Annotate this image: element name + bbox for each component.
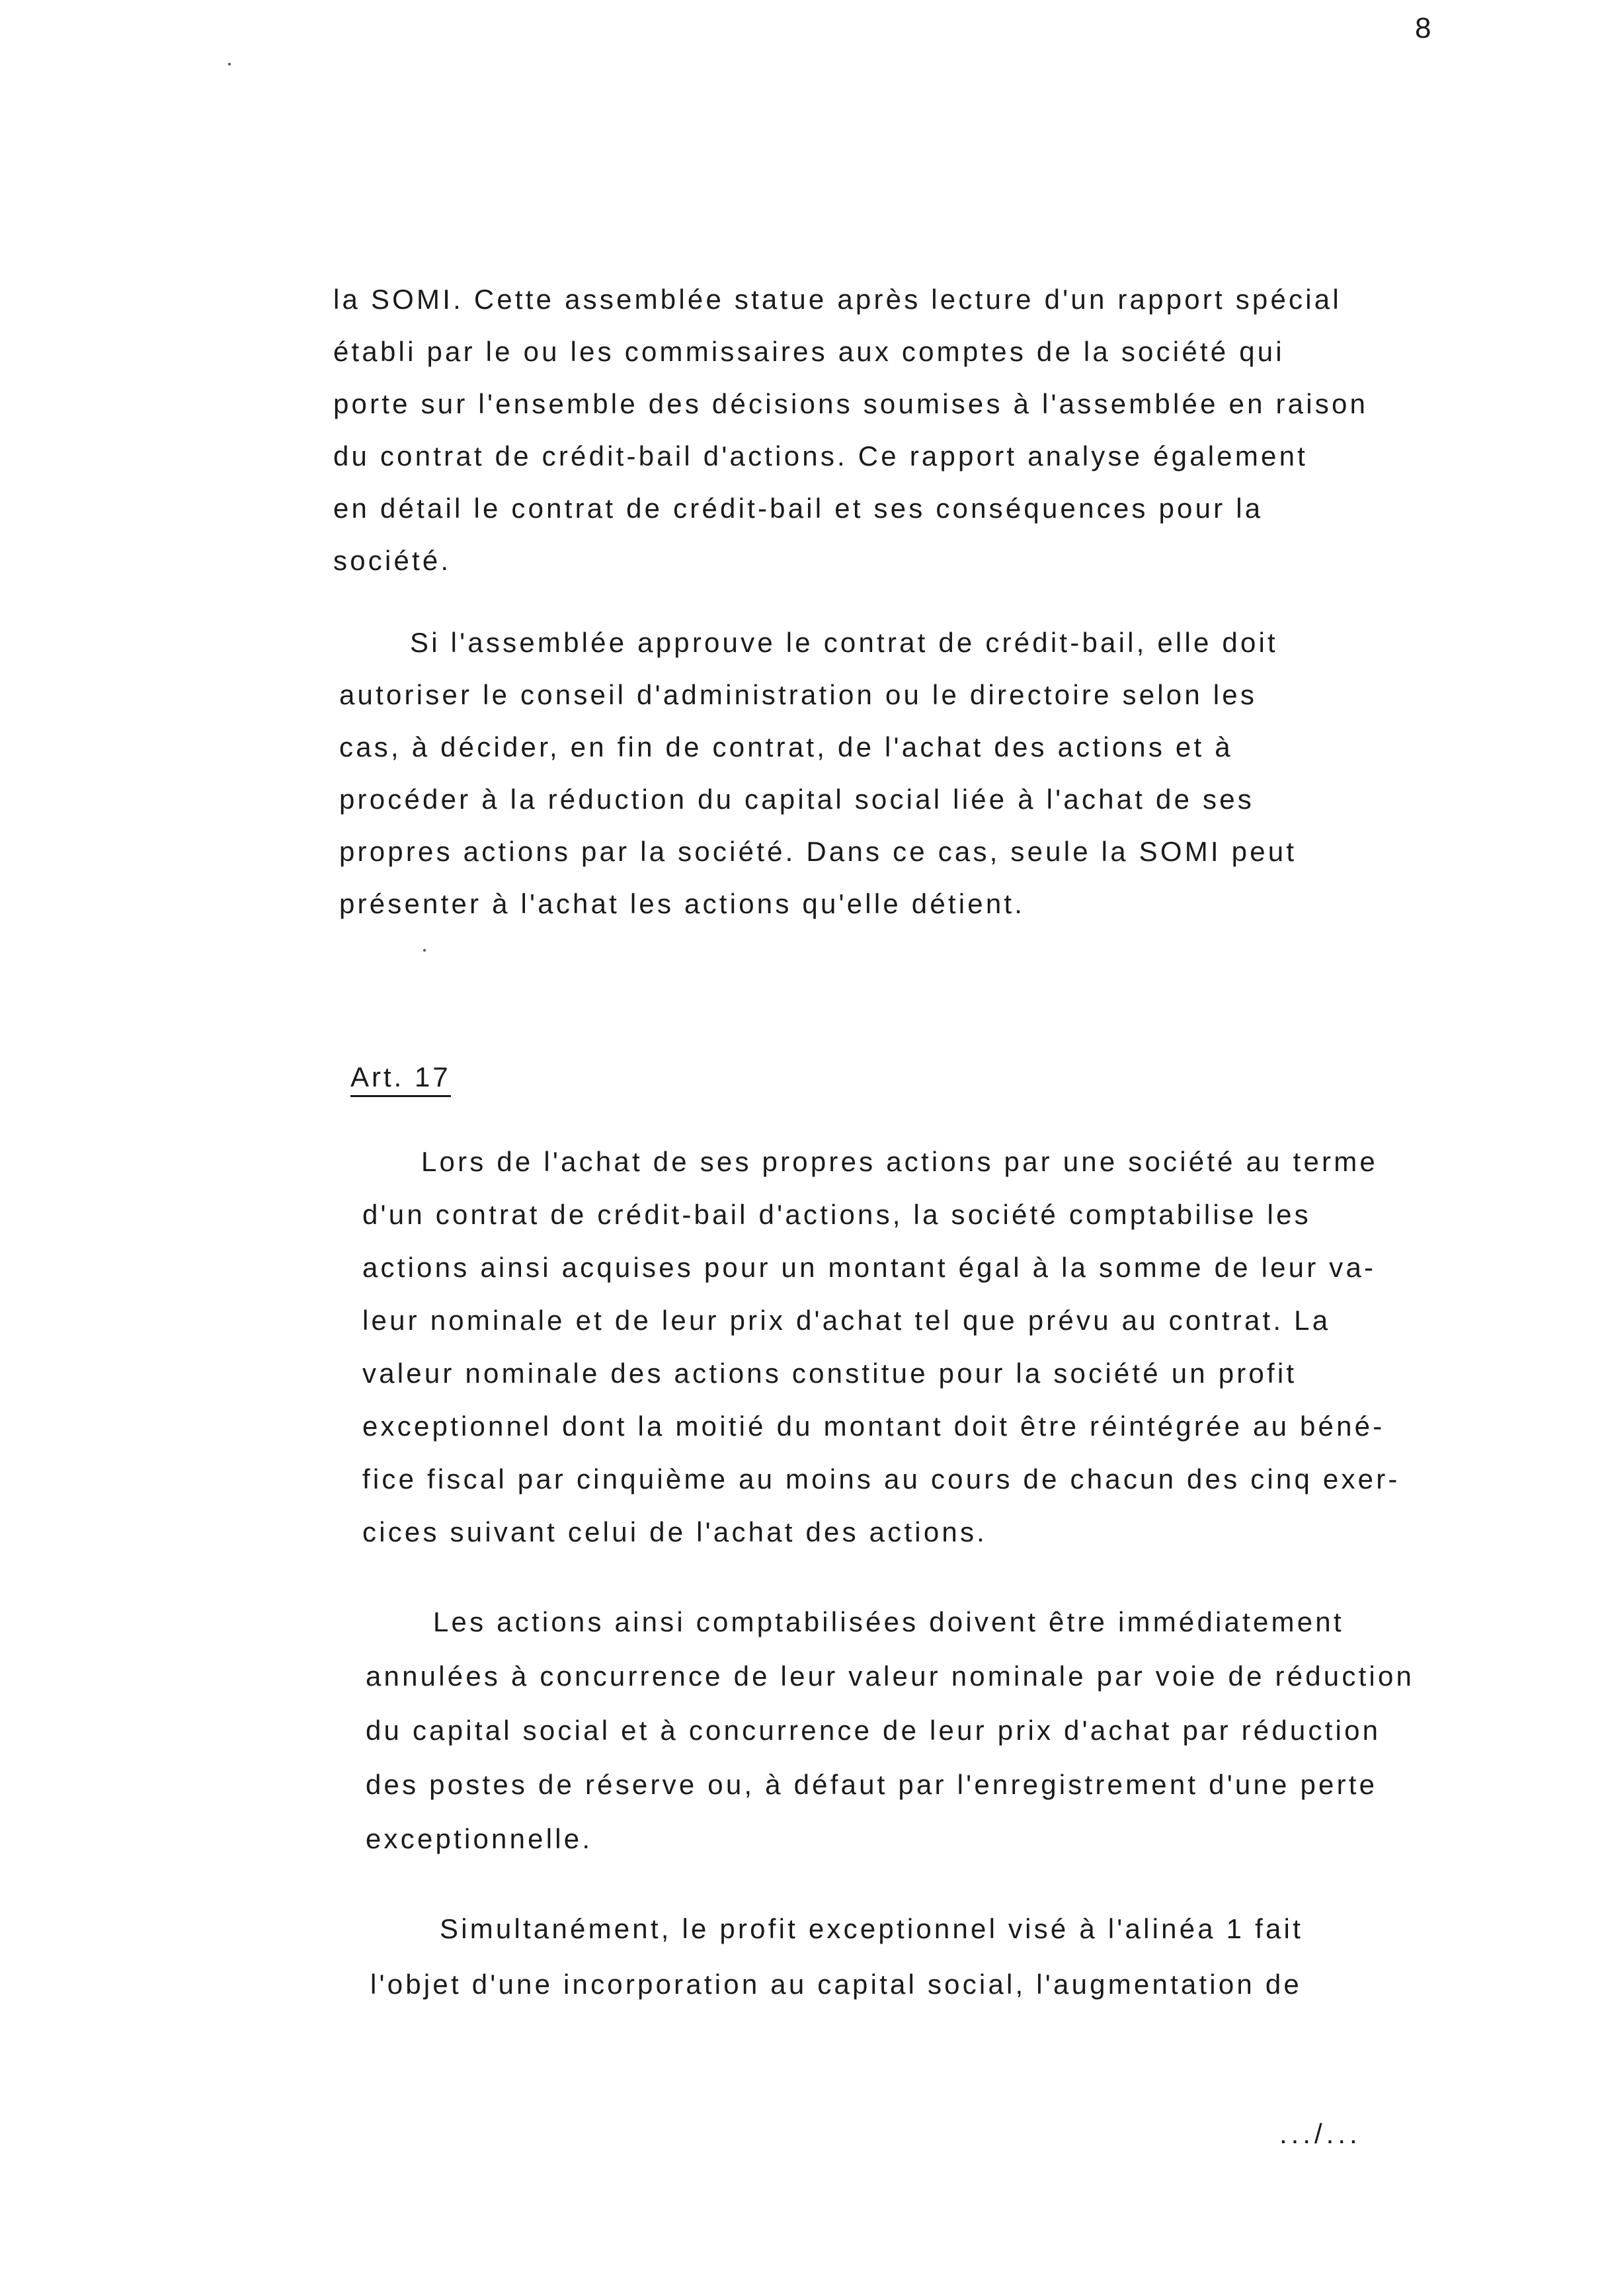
paragraph-3-line: leur nominale et de leur prix d'achat tel que prévu au contrat. La xyxy=(362,1305,1331,1336)
paragraph-1-line: porte sur l'ensemble des décisions soumises à l'assemblée en raison xyxy=(333,388,1369,419)
continuation-mark: .../... xyxy=(1279,2118,1361,2149)
paragraph-4-line: des postes de réserve ou, à défaut par l'enregistrement d'une perte xyxy=(366,1769,1378,1800)
paragraph-3-line: cices suivant celui de l'achat des actions. xyxy=(362,1516,988,1547)
paragraph-1-line: la SOMI. Cette assemblée statue après lecture d'un rapport spécial xyxy=(333,284,1342,315)
paragraph-3-line: valeur nominale des actions constitue pour la société un profit xyxy=(362,1358,1297,1389)
paragraph-3-line: actions ainsi acquises pour un montant égal à la somme de leur va- xyxy=(362,1252,1377,1283)
paragraph-3-line: Lors de l'achat de ses propres actions par une société au terme xyxy=(421,1146,1378,1177)
paragraph-1-line: en détail le contrat de crédit-bail et ses conséquences pour la xyxy=(333,493,1264,524)
paragraph-2-line: procéder à la réduction du capital social liée à l'achat de ses xyxy=(339,784,1254,815)
paragraph-3-line: d'un contrat de crédit-bail d'actions, la société comptabilise les xyxy=(362,1199,1311,1230)
paragraph-5-line: l'objet d'une incorporation au capital social, l'augmentation de xyxy=(370,1969,1302,2000)
paragraph-5-line: Simultanément, le profit exceptionnel visé à l'alinéa 1 fait xyxy=(440,1913,1303,1944)
paragraph-2-line: autoriser le conseil d'administration ou le directoire selon les xyxy=(339,679,1258,710)
paragraph-4-line: annulées à concurrence de leur valeur nominale par voie de réduction xyxy=(366,1660,1415,1692)
paragraph-4-line: exceptionnelle. xyxy=(366,1823,593,1854)
paragraph-1-line: société. xyxy=(333,545,452,576)
paragraph-2-line: cas, à décider, en fin de contrat, de l'achat des actions et à xyxy=(339,731,1233,762)
paragraph-3-line: fice fiscal par cinquième au moins au cours de chacun des cinq exer- xyxy=(362,1463,1400,1495)
paragraph-2-line: présenter à l'achat les actions qu'elle détient. xyxy=(339,888,1025,919)
scan-speck xyxy=(423,949,426,952)
paragraph-2-line: propres actions par la société. Dans ce cas, seule la SOMI peut xyxy=(339,836,1297,867)
paragraph-4-line: Les actions ainsi comptabilisées doivent être immédiatement xyxy=(433,1606,1344,1637)
page-number: 8 xyxy=(1415,12,1431,44)
article-heading: Art. 17 xyxy=(350,1061,451,1097)
scan-speck xyxy=(228,63,231,65)
paragraph-4-line: du capital social et à concurrence de leur prix d'achat par réduction xyxy=(366,1715,1381,1746)
paragraph-3-line: exceptionnel dont la moitié du montant doit être réintégrée au béné- xyxy=(362,1411,1385,1442)
paragraph-1-line: du contrat de crédit-bail d'actions. Ce rapport analyse également xyxy=(333,440,1308,472)
paragraph-2-line: Si l'assemblée approuve le contrat de crédit-bail, elle doit xyxy=(410,627,1278,658)
paragraph-1-line: établi par le ou les commissaires aux comptes de la société qui xyxy=(333,336,1285,367)
